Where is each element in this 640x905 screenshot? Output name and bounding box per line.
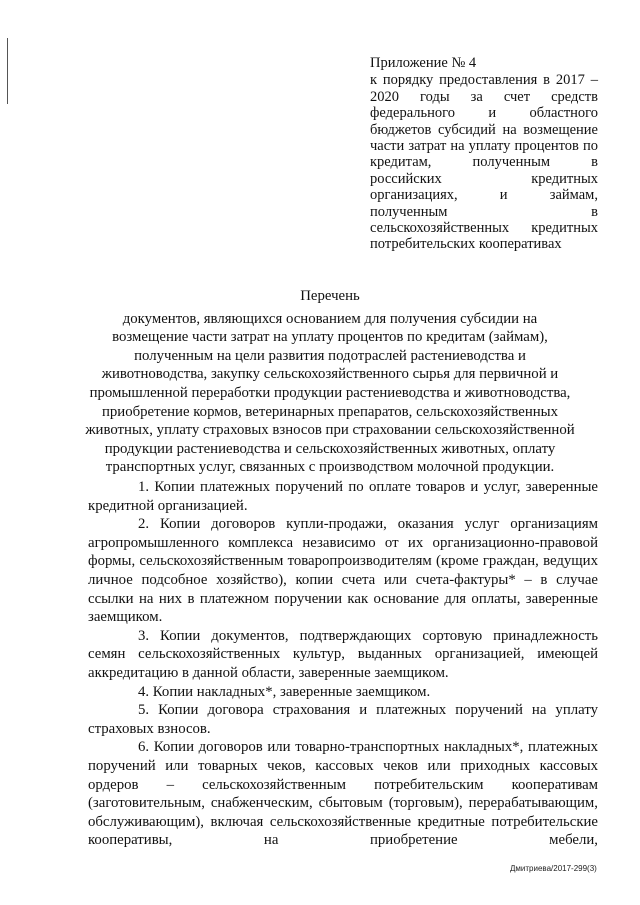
appendix-heading: Приложение № 4: [370, 55, 477, 71]
appendix-last-line: потребительских кооперативах: [370, 236, 562, 253]
list-item: 5. Копии договора страхования и платежных поручений на уплату страховых взносов.: [88, 702, 598, 737]
margin-line: [7, 38, 8, 104]
footer-note: Дмитриева/2017-299(3): [510, 864, 597, 873]
appendix-text: [370, 72, 598, 252]
items-list: [88, 478, 598, 850]
list-item: 1. Копии платежных поручений по оплате товаров и услуг, заверенные кредитной организацией.: [88, 479, 598, 514]
title-word: Перечень: [300, 288, 360, 304]
list-item: 3. Копии документов, подтверждающих сортовую принадлежность семян сельскохозяйственных культур, выданных организацией, имеющей аккредитацию в данной области, заверенные заемщиком.: [88, 627, 598, 681]
list-item: 4. Копии накладных*, заверенные заемщиком.: [138, 683, 431, 700]
document-title: [85, 287, 575, 477]
list-item: 6. Копии договоров или товарно-транспортных накладных*, платежных поручений или товарных чеков, кассовых чеков или приходных кассовых ордеров – сельскохозяйственным потребительским кооперативам (заготовительным, снабженческим, сбытовым (торговым), перерабатывающим, обслуживающим), включая сельскохозяйственные кредитные потребительские кооперативы, на приобретение мебели,: [88, 739, 598, 849]
title-subtitle: документов, являющихся основанием для получения субсидии на возмещение части затрат на уплату процентов по кредитам (займам), полученным на цели развития подотраслей растениеводства и животноводства, закупку сельскохозяйственного сырья для первичной и промышленной переработки продукции растениеводства и животноводства, приобретение кормов, ветеринарных препаратов, сельскохозяйственных животных, уплату страховых взносов при страховании сельскохозяйственной продукции растениеводства и сельскохозяйственных животных, оплату транспортных услуг, связанных с производством молочной продукции.: [85, 310, 575, 476]
list-item: 2. Копии договоров купли-продажи, оказания услуг организациям агропромышленного комплекса независимо от их организационно-правовой формы, сельскохозяйственным товаропроизводителям (кроме граждан, ведущих личное подсобное хозяйство), копии счета или счета-фактуры* – в случае ссылки на них в платежном поручении как основание для оплаты, заверенные заемщиком.: [88, 516, 598, 626]
appendix-body: к порядку предоставления в 2017 – 2020 годы за счет средств федерального и областного бюджетов субсидий на возмещение части затрат на уплату процентов по кредитам, полученным в российских кредитных организациях, и займам, полученным в сельскохозяйственных кредитных: [370, 72, 598, 237]
appendix-block: [370, 55, 598, 253]
